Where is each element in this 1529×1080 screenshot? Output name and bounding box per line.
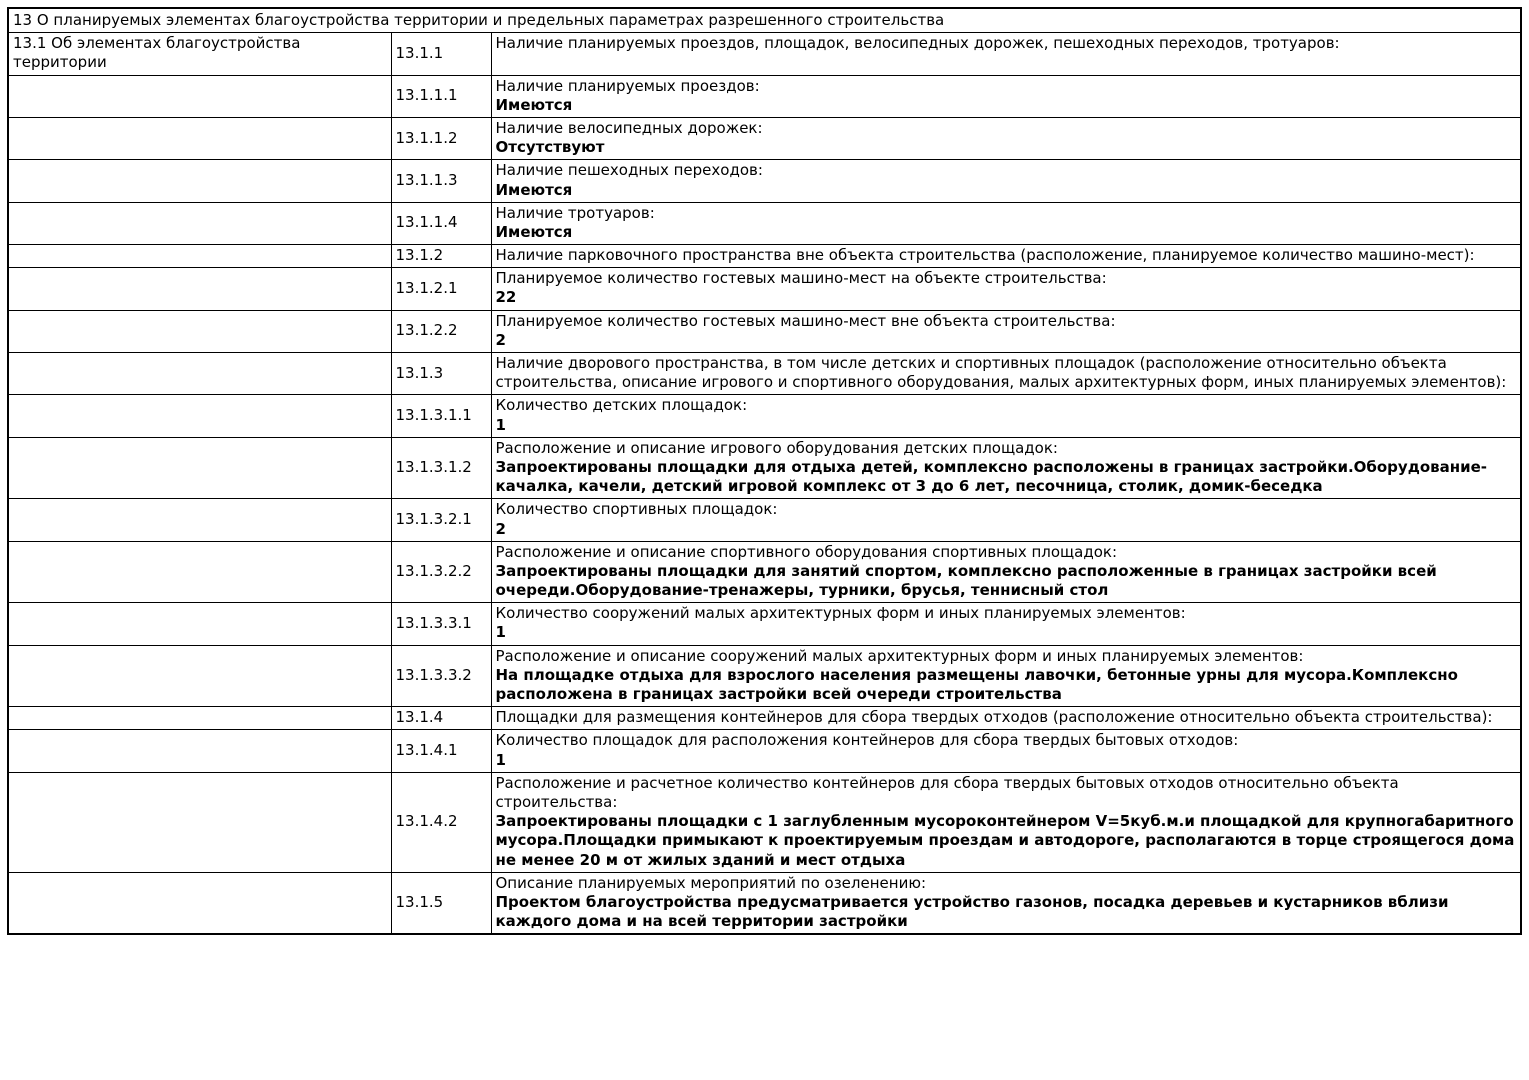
description-cell (491, 645, 1521, 707)
field-value: Проектом благоустройства предусматривается устройство газонов, посадка деревьев и кустарников вблизи каждого дома и на всей территории застройки (495, 892, 1449, 931)
description-cell (491, 75, 1521, 117)
section-cell (8, 75, 391, 117)
field-label: Площадки для размещения контейнеров для сбора твердых отходов (расположение относительно объекта строительства): (495, 708, 1493, 727)
section-cell (8, 245, 391, 268)
code-cell: 13.1.4 (391, 707, 491, 730)
field-label: Количество детских площадок: (495, 396, 748, 415)
table-row (8, 395, 1521, 437)
field-label: Расположение и расчетное количество контейнеров для сбора твердых бытовых отходов относительно объекта строительства: (495, 773, 1399, 811)
code-cell: 13.1.5 (391, 872, 491, 934)
section-cell (8, 772, 391, 872)
code-cell: 13.1.1.3 (391, 160, 491, 202)
description-cell (491, 707, 1521, 730)
code-cell: 13.1.3 (391, 353, 491, 395)
section-cell (8, 730, 391, 772)
description-cell (491, 245, 1521, 268)
section-header-row (8, 8, 1521, 33)
table-row (8, 117, 1521, 159)
table-row (8, 772, 1521, 872)
field-label: Наличие планируемых проездов: (495, 76, 760, 95)
field-value: 1 (495, 415, 506, 434)
section-cell (8, 437, 391, 499)
description-cell (491, 160, 1521, 202)
field-label: Планируемое количество гостевых машино-мест на объекте строительства: (495, 269, 1107, 288)
field-label: Количество сооружений малых архитектурных форм и иных планируемых элементов: (495, 604, 1186, 623)
description-cell (491, 772, 1521, 872)
table-body (8, 33, 1521, 935)
field-value: Имеются (495, 222, 573, 241)
field-label: Наличие парковочного пространства вне объекта строительства (расположение, планируемое количество машино-мест): (495, 246, 1475, 265)
code-cell: 13.1.3.2.1 (391, 499, 491, 541)
field-value: 22 (495, 288, 517, 307)
code-cell: 13.1.3.1.2 (391, 437, 491, 499)
field-label: Наличие пешеходных переходов: (495, 161, 763, 180)
field-value: 1 (495, 623, 506, 642)
description-cell (491, 541, 1521, 603)
table-row (8, 872, 1521, 934)
description-cell (491, 268, 1521, 310)
field-label: Расположение и описание игрового оборудования детских площадок: (495, 438, 1058, 457)
field-label: Расположение и описание спортивного оборудования спортивных площадок: (495, 542, 1118, 561)
section-cell: 13.1 Об элементах благоустройства территории (8, 33, 391, 75)
field-value: Отсутствуют (495, 138, 605, 157)
field-value: Имеются (495, 180, 573, 199)
section-cell (8, 117, 391, 159)
code-cell: 13.1.2.2 (391, 310, 491, 352)
field-value: 2 (495, 330, 506, 349)
table-row (8, 707, 1521, 730)
code-cell: 13.1.3.1.1 (391, 395, 491, 437)
field-value: Имеются (495, 95, 573, 114)
section-cell (8, 707, 391, 730)
code-cell: 13.1.2.1 (391, 268, 491, 310)
table-row (8, 730, 1521, 772)
section-cell (8, 202, 391, 244)
section-cell (8, 160, 391, 202)
code-cell: 13.1.2 (391, 245, 491, 268)
field-label: Планируемое количество гостевых машино-мест вне объекта строительства: (495, 311, 1116, 330)
field-label: Количество спортивных площадок: (495, 500, 778, 519)
code-cell: 13.1.4.1 (391, 730, 491, 772)
description-cell (491, 117, 1521, 159)
description-cell (491, 395, 1521, 437)
section-cell (8, 268, 391, 310)
improvement-parameters-table (7, 7, 1522, 935)
section-header: 13 О планируемых элементах благоустройства территории и предельных параметрах разрешенного строительства (8, 8, 1521, 33)
description-cell (491, 872, 1521, 934)
field-value: Запроектированы площадки для занятий спортом, комплексно расположенные в границах застройки всей очереди.Оборудование-тренажеры, турники, брусья, теннисный стол (495, 561, 1437, 600)
description-cell (491, 310, 1521, 352)
code-cell: 13.1.3.3.2 (391, 645, 491, 707)
code-cell: 13.1.3.2.2 (391, 541, 491, 603)
description-cell (491, 730, 1521, 772)
field-value: На площадке отдыха для взрослого населения размещены лавочки, бетонные урны для мусора.Комплексно расположена в границах застройки всей очереди строительства (495, 665, 1458, 703)
description-cell (491, 437, 1521, 499)
section-cell (8, 645, 391, 707)
table-row (8, 268, 1521, 310)
field-label: Наличие дворового пространства, в том числе детских и спортивных площадок (расположение относительно объекта строительства, описание игрового и спортивного оборудования, малых архитектурных форм, иных планируемых элементов): (495, 354, 1507, 392)
table-row (8, 310, 1521, 352)
code-cell: 13.1.1.2 (391, 117, 491, 159)
table-row (8, 437, 1521, 499)
field-label: Наличие планируемых проездов, площадок, велосипедных дорожек, пешеходных переходов, тротуаров: (495, 34, 1340, 53)
code-cell: 13.1.3.3.1 (391, 603, 491, 645)
table-row (8, 245, 1521, 268)
field-label: Описание планируемых мероприятий по озеленению: (495, 873, 926, 892)
code-cell: 13.1.4.2 (391, 772, 491, 872)
field-label: Количество площадок для расположения контейнеров для сбора твердых бытовых отходов: (495, 731, 1239, 750)
section-cell (8, 395, 391, 437)
section-cell (8, 603, 391, 645)
table-row (8, 645, 1521, 707)
table-row (8, 603, 1521, 645)
code-cell: 13.1.1 (391, 33, 491, 75)
field-label: Расположение и описание сооружений малых архитектурных форм и иных планируемых элементов: (495, 646, 1304, 665)
table-row (8, 541, 1521, 603)
table-row (8, 160, 1521, 202)
field-value: 2 (495, 519, 506, 538)
table-row (8, 353, 1521, 395)
description-cell (491, 33, 1521, 75)
field-label: Наличие велосипедных дорожек: (495, 118, 763, 137)
field-value: Запроектированы площадки для отдыха детей, комплексно расположены в границах застройки.Оборудование-качалка, качели, детский игровой комплекс от 3 до 6 лет, песочница, столик, домик-беседка (495, 457, 1488, 496)
section-cell (8, 541, 391, 603)
description-cell (491, 353, 1521, 395)
field-value: Запроектированы площадки с 1 заглубленным мусороконтейнером V=5куб.м.и площадкой для крупногабаритного мусора.Площадки примыкают к проектируемым проездам и автодороге, располагаются в торце строящегося дома не менее 20 м от жилых зданий и мест отдыха (495, 812, 1515, 869)
section-cell (8, 353, 391, 395)
description-cell (491, 603, 1521, 645)
table-row (8, 499, 1521, 541)
section-cell (8, 499, 391, 541)
table-row (8, 202, 1521, 244)
table-row (8, 75, 1521, 117)
code-cell: 13.1.1.4 (391, 202, 491, 244)
section-cell (8, 872, 391, 934)
section-cell (8, 310, 391, 352)
description-cell (491, 202, 1521, 244)
field-value: 1 (495, 750, 506, 769)
table-row (8, 33, 1521, 75)
code-cell: 13.1.1.1 (391, 75, 491, 117)
field-label: Наличие тротуаров: (495, 203, 655, 222)
description-cell (491, 499, 1521, 541)
